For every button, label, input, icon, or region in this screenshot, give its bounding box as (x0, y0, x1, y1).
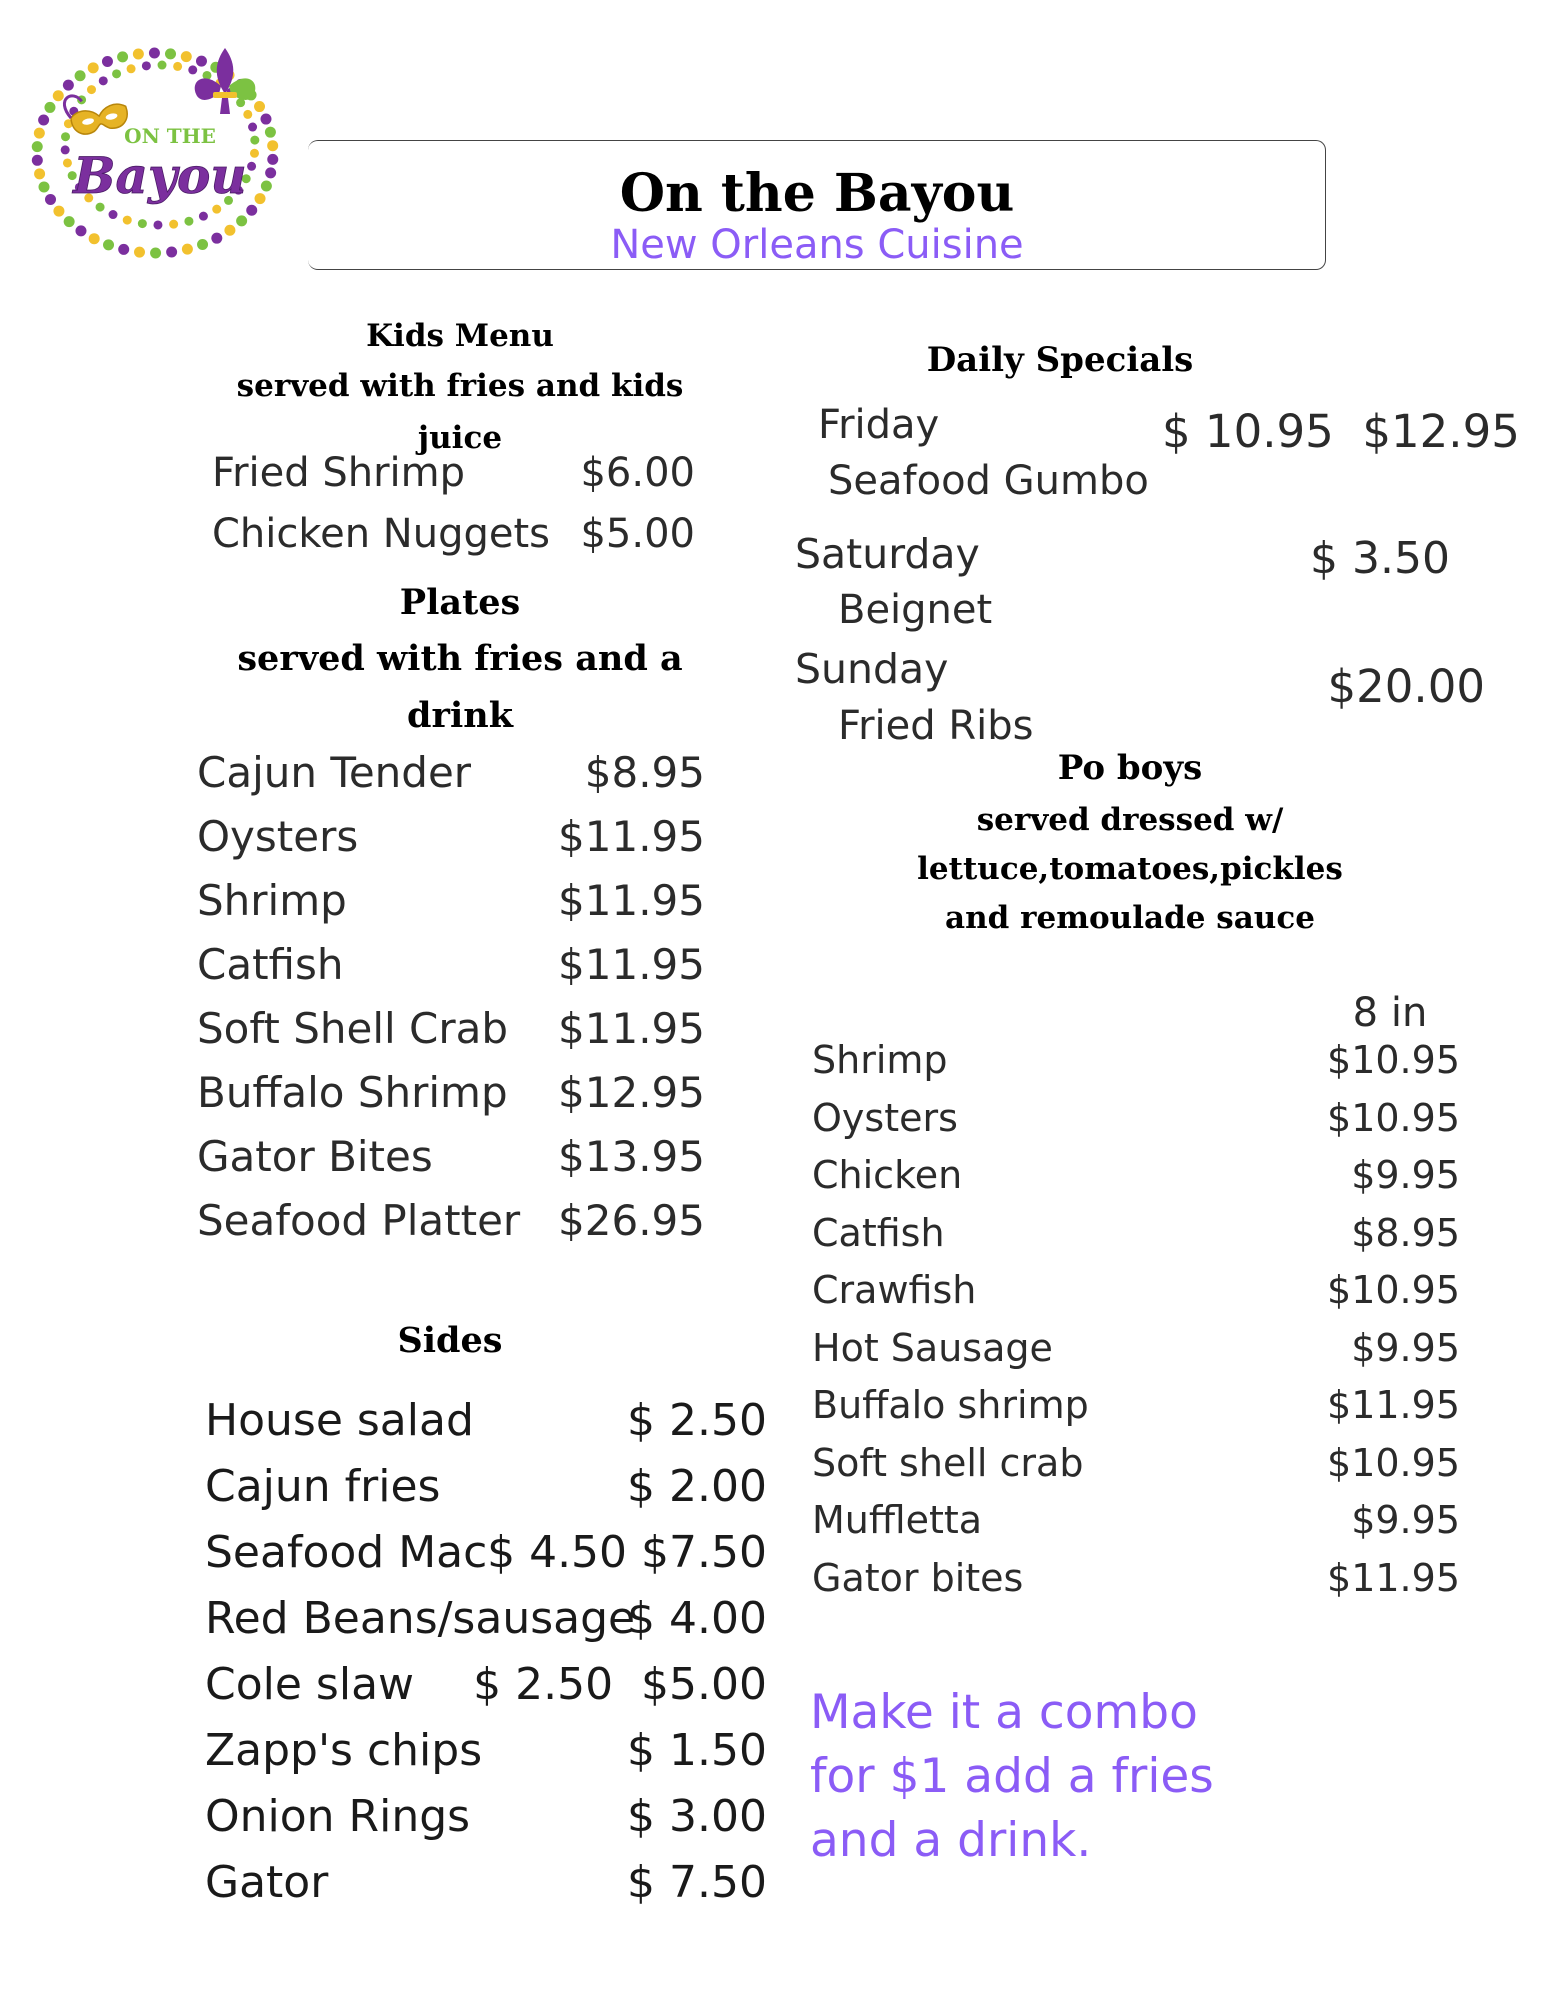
list-item: Cole slaw (205, 1659, 415, 1710)
item-price: $26.95 (558, 1196, 705, 1245)
page-title: On the Bayou (619, 163, 1015, 224)
special-dish-sunday: Fried Ribs (838, 703, 1034, 749)
item-price: $ 1.50 (627, 1725, 767, 1776)
item-price: $12.95 (558, 1068, 705, 1117)
special-price-friday: $ 10.95 $12.95 (1162, 405, 1520, 458)
mardi-gras-beads-logo-icon (20, 25, 300, 275)
list-item: Catfish (197, 940, 344, 989)
item-price: $8.95 (584, 748, 705, 797)
item-price: $ 3.00 (627, 1791, 767, 1842)
page-subtitle: New Orleans Cuisine (610, 222, 1024, 268)
kids-menu-subtitle: served with fries and kids (236, 368, 684, 404)
combo-line-3: and a drink. (810, 1813, 1092, 1868)
item-price: $11.95 (1327, 1555, 1460, 1600)
item-price: $10.95 (1327, 1440, 1460, 1485)
item-price: $ 4.00 (627, 1593, 767, 1644)
list-item: Oysters (812, 1095, 958, 1140)
item-price: $ 4.50 $7.50 (487, 1527, 767, 1578)
svg-text:ON THE: ON THE (124, 124, 216, 148)
special-day-friday: Friday (818, 402, 940, 448)
item-price: $6.00 (580, 450, 695, 496)
list-item: Shrimp (812, 1038, 948, 1082)
list-item: Buffalo Shrimp (197, 1068, 508, 1117)
item-price: $11.95 (558, 940, 705, 989)
list-item: House salad (205, 1395, 474, 1446)
item-price: $5.00 (580, 511, 695, 557)
item-price: $ 2.50 $5.00 (473, 1659, 767, 1710)
list-item: Crawfish (812, 1268, 977, 1312)
item-price: $ 7.50 (627, 1857, 767, 1908)
item-price: $11.95 (558, 1004, 705, 1053)
list-item: Gator (205, 1857, 329, 1908)
item-price: $10.95 (1327, 1268, 1460, 1312)
item-price: $10.95 (1327, 1038, 1460, 1082)
list-item: Gator Bites (197, 1132, 433, 1181)
list-item: Seafood Mac (205, 1527, 488, 1578)
po-boys-title: Po boys (1057, 748, 1203, 788)
item-price: $9.95 (1351, 1498, 1460, 1542)
list-item: Fried Shrimp (212, 450, 466, 496)
combo-line-2: for $1 add a fries (810, 1749, 1214, 1804)
po-boys-size-label: 8 in (1352, 990, 1428, 1036)
plates-subtitle-2: drink (407, 695, 513, 736)
po-boys-subtitle: served dressed w/ (976, 802, 1284, 838)
item-price: $11.95 (558, 812, 705, 861)
item-price: $8.95 (1351, 1210, 1460, 1255)
list-item: Cajun Tender (197, 748, 472, 797)
item-price: $9.95 (1351, 1325, 1460, 1370)
list-item: Soft shell crab (812, 1440, 1084, 1485)
list-item: Hot Sausage (812, 1325, 1053, 1370)
daily-specials-title: Daily Specials (926, 340, 1194, 380)
special-dish-friday: Seafood Gumbo (828, 458, 1149, 504)
sides-title: Sides (397, 1320, 503, 1361)
plates-subtitle: served with fries and a (237, 638, 683, 679)
item-price: $11.95 (1327, 1383, 1460, 1427)
item-price: $13.95 (558, 1132, 705, 1181)
special-dish-saturday: Beignet (838, 587, 993, 633)
list-item: Onion Rings (205, 1791, 471, 1842)
item-price: $ 2.50 (627, 1395, 767, 1446)
special-day-sunday: Sunday (795, 645, 949, 693)
kids-menu-title: Kids Menu (366, 318, 554, 354)
svg-text:Bayou: Bayou (73, 146, 247, 205)
list-item: Catfish (812, 1210, 945, 1255)
list-item: Chicken (812, 1153, 963, 1197)
list-item: Shrimp (197, 876, 347, 925)
list-item: Seafood Platter (197, 1196, 521, 1245)
list-item: Red Beans/sausage (205, 1593, 636, 1644)
list-item: Muffletta (812, 1498, 983, 1542)
special-day-saturday: Saturday (795, 530, 980, 578)
list-item: Soft Shell Crab (197, 1004, 509, 1053)
list-item: Gator bites (812, 1555, 1024, 1600)
item-price: $11.95 (558, 876, 705, 925)
plates-title: Plates (399, 582, 521, 623)
item-price: $ 2.00 (627, 1461, 767, 1512)
po-boys-subtitle-3: and remoulade sauce (945, 900, 1315, 936)
item-price: $10.95 (1327, 1095, 1460, 1140)
list-item: Chicken Nuggets (212, 511, 550, 557)
special-price-saturday: $ 3.50 (1310, 533, 1450, 584)
item-price: $9.95 (1351, 1153, 1460, 1197)
list-item: Zapp's chips (205, 1725, 483, 1776)
special-price-sunday: $20.00 (1327, 660, 1485, 713)
po-boys-subtitle-2: lettuce,tomatoes,pickles (917, 851, 1343, 887)
list-item: Buffalo shrimp (812, 1383, 1089, 1427)
logo (20, 25, 300, 275)
list-item: Cajun fries (205, 1461, 441, 1512)
combo-line-1: Make it a combo (810, 1685, 1198, 1740)
kids-menu-subtitle-2: juice (417, 420, 503, 456)
list-item: Oysters (197, 812, 359, 861)
